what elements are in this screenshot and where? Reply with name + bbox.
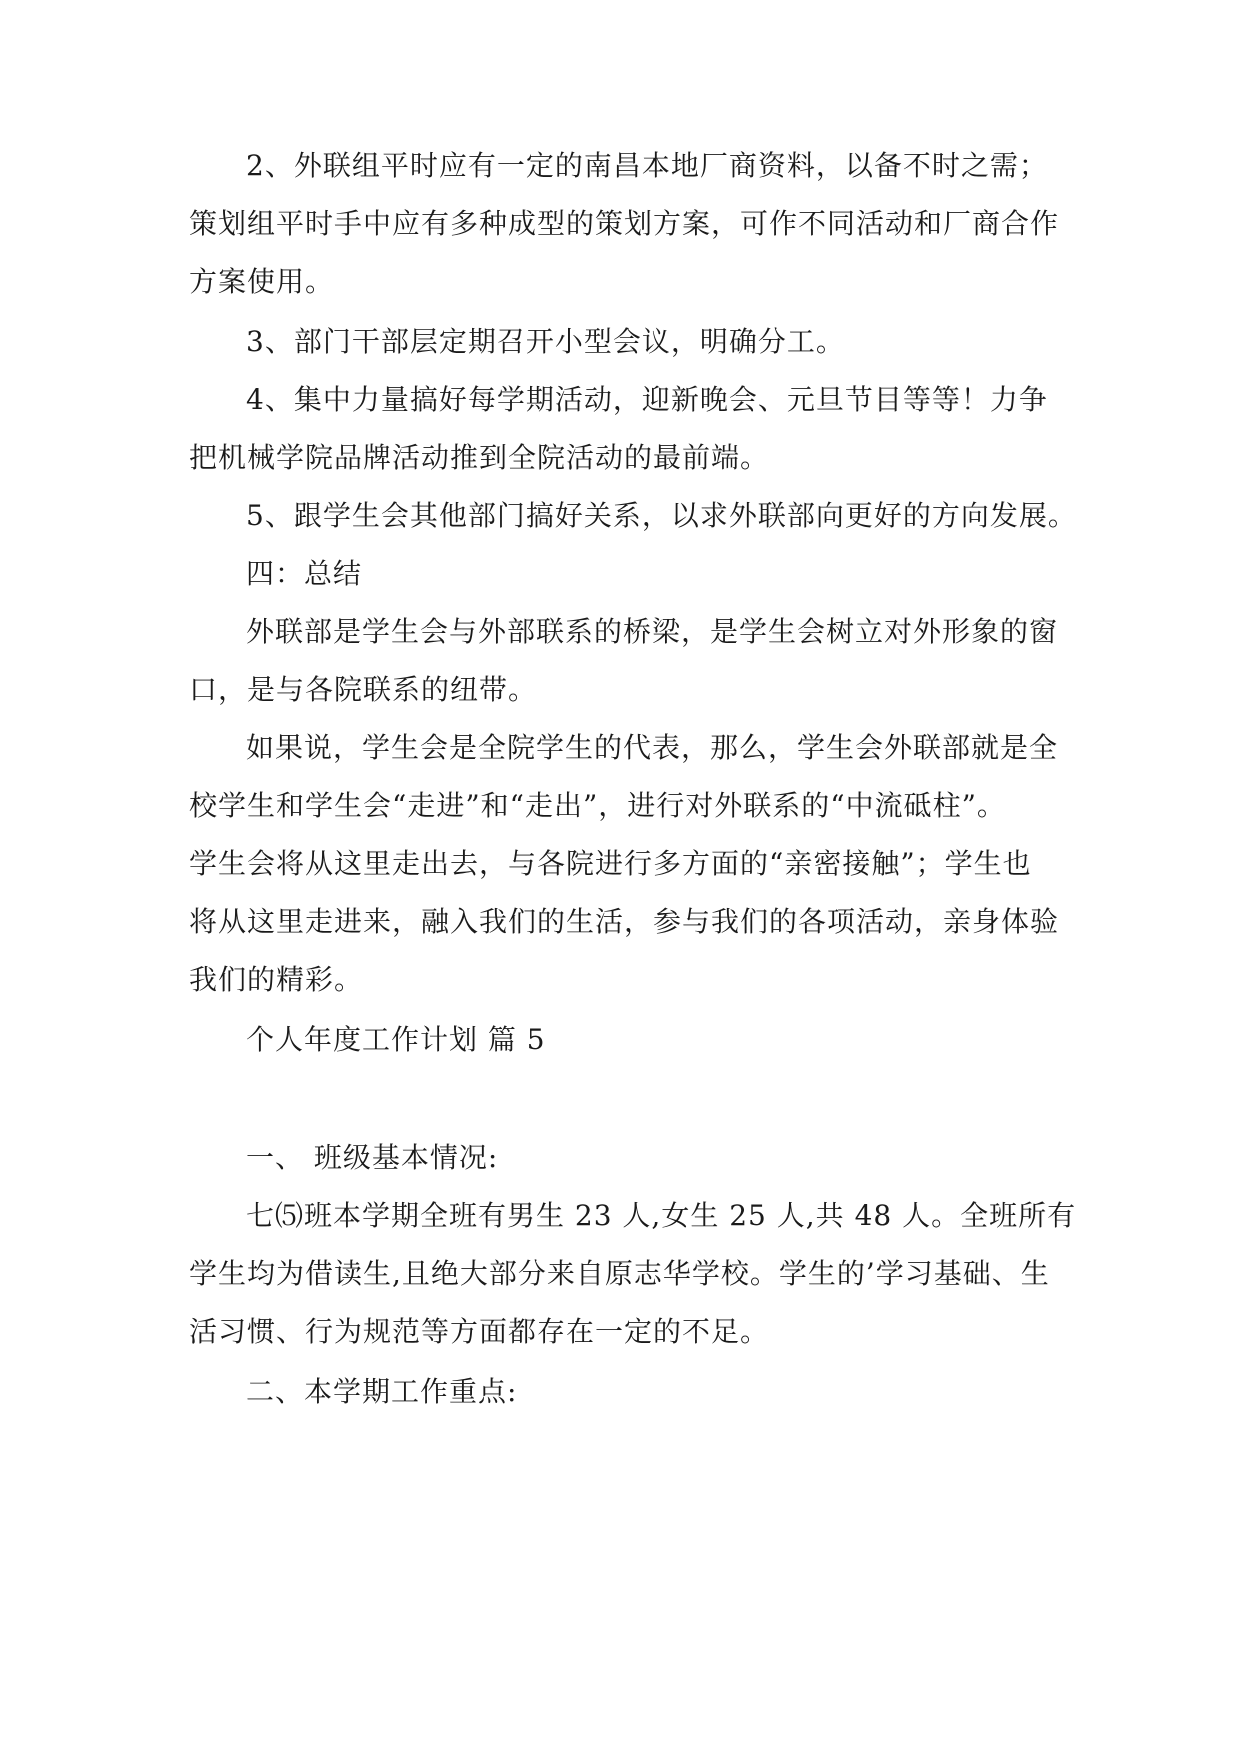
section-heading: 一、 班级基本情况: [246, 1141, 499, 1174]
paragraph-line: 我们的精彩。 [189, 963, 364, 996]
paragraph-line: 2、外联组平时应有一定的南昌本地厂商资料，以备不时之需； [246, 149, 1048, 182]
paragraph-line: 3、部门干部层定期召开小型会议，明确分工。 [246, 325, 845, 358]
paragraph-line: 5、跟学生会其他部门搞好关系，以求外联部向更好的方向发展。 [246, 499, 1077, 532]
paragraph-line: 活习惯、行为规范等方面都存在一定的不足。 [189, 1315, 770, 1348]
document-title: 个人年度工作计划 篇 5 [246, 1023, 546, 1056]
paragraph-line: 4、集中力量搞好每学期活动，迎新晚会、元旦节目等等！力争 [246, 383, 1048, 416]
section-heading: 四：总结 [246, 557, 363, 590]
paragraph-line: 校学生和学生会“走进”和“走出”，进行对外联系的“中流砥柱”。 [189, 789, 1006, 822]
paragraph-line: 如果说，学生会是全院学生的代表，那么，学生会外联部就是全 [246, 731, 1059, 764]
paragraph-line: 将从这里走进来，融入我们的生活，参与我们的各项活动，亲身体验 [189, 905, 1060, 938]
paragraph-line: 学生会将从这里走出去，与各院进行多方面的“亲密接触”；学生也 [189, 847, 1032, 880]
paragraph-line: 七⑸班本学期全班有男生 23 人,女生 25 人,共 48 人。全班所有 [246, 1199, 1077, 1232]
paragraph-line: 外联部是学生会与外部联系的桥梁，是学生会树立对外形象的窗 [246, 615, 1059, 648]
paragraph-line: 把机械学院品牌活动推到全院活动的最前端。 [189, 441, 770, 474]
paragraph-line: 学生均为借读生,且绝大部分来自原志华学校。学生的’学习基础、生 [189, 1257, 1050, 1290]
paragraph-line: 方案使用。 [189, 265, 335, 298]
section-heading: 二、本学期工作重点: [246, 1375, 518, 1408]
paragraph-line: 口，是与各院联系的纽带。 [189, 673, 538, 706]
paragraph-line: 策划组平时手中应有多种成型的策划方案，可作不同活动和厂商合作 [189, 207, 1060, 240]
